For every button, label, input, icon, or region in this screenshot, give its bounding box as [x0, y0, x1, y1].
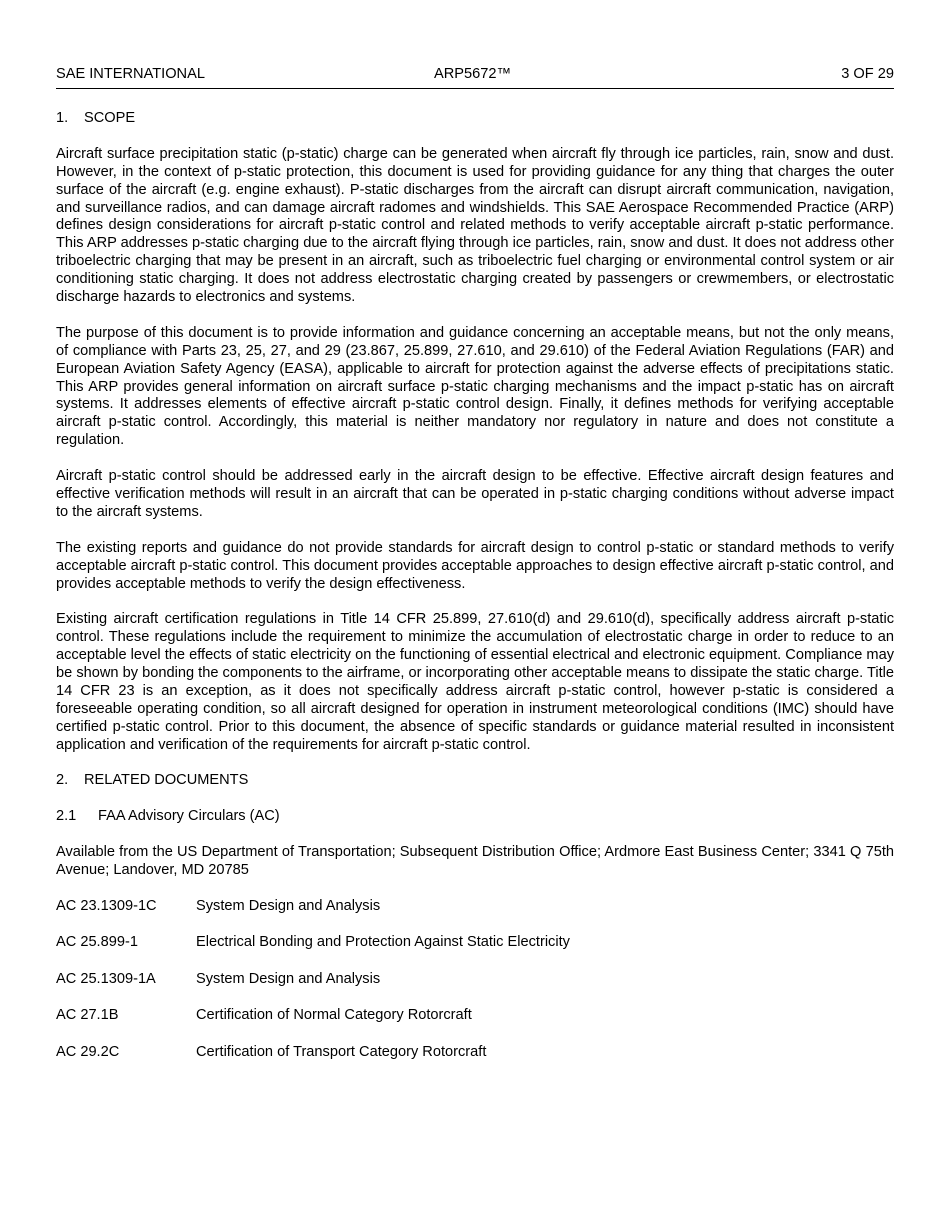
reference-item: AC 25.1309-1A System Design and Analysis: [56, 970, 381, 987]
reference-item: AC 25.899-1 Electrical Bonding and Protection Against Static Electricity: [56, 934, 570, 951]
section-1-heading: 1. SCOPE: [56, 110, 136, 126]
header-page-number: 3 OF 29: [841, 66, 894, 82]
scope-paragraph: The existing reports and guidance do not provide standards for aircraft design to control p-static or standard methods to verify acceptable aircraft p-static control. This document provides acceptable approaches to design effective aircraft p-static control, and provides acceptable methods to verify the design effectiveness.: [56, 539, 894, 592]
scope-paragraph: Aircraft surface precipitation static (p-static) charge can be generated when aircraft fly through ice particles, rain, snow and dust. However, in the context of p-static protection, this document is used for providing guidance for any thing that charges the outer surface of the aircraft (e.g. engine exhaust). P-static discharges from the aircraft can disrupt aircraft communication, navigation, and surveillance radios, and can damage aircraft radomes and windshields. This SAE Aerospace Recommended Practice (ARP) defines design considerations for aircraft p-static control and related methods to verify acceptable aircraft p-static performance. This ARP addresses p-static charging due to the aircraft flying through ice particles, rain, snow and dust. It does not address other triboelectric charging that may be present in an aircraft, such as triboelectric fuel charging or environmental control system or air conditioning static charging. It does not address electrostatic charging created by passengers or crewmembers, or electrostatic discharge hazards to electronics and systems.: [56, 145, 894, 306]
section-2-1-heading: 2.1 FAA Advisory Circulars (AC): [56, 808, 280, 825]
scope-paragraph: Existing aircraft certification regulations in Title 14 CFR 25.899, 27.610(d) and 29.610(d), specifically address aircraft p-static control. These regulations include the requirement to minimize the accumulation of electrostatic charge in order to reduce to an acceptable level the effects of static electricity on the functioning of essential electrical and electronic equipment. Compliance may be shown by bonding the components to the airframe, or incorporating other acceptable means to dissipate the static charge. Title 14 CFR 23 is an exception, as it does not specifically address aircraft p-static control, however p-static is considered a foreseeable operating condition, so all aircraft designed for operation in instrument meteorological conditions (IMC) should have certified p-static control. Prior to this document, the absence of specific standards or guidance material resulted in inconsistent application and verification of the requirements for aircraft p-static control.: [56, 611, 894, 753]
availability-paragraph: Available from the US Department of Transportation; Subsequent Distribution Office; Ardmore East Business Center; 3341 Q 75th Avenue; Landover, MD 20785: [56, 844, 894, 878]
document-body: [56, 110, 894, 1080]
page-header: [56, 66, 894, 89]
reference-item: AC 29.2C Certification of Transport Category Rotorcraft: [56, 1043, 487, 1060]
scope-paragraph: The purpose of this document is to provide information and guidance concerning an acceptable means, but not the only means, of compliance with Parts 23, 25, 27, and 29 (23.867, 25.899, 27.610, and 29.610) of the Federal Aviation Regulations (FAR) and European Aviation Safety Agency (EASA), applicable to aircraft for protection against the adverse effects of precipitations static. This ARP provides general information on aircraft surface p-static charging mechanisms and the impact p-static has on aircraft systems. It addresses elements of effective aircraft p-static control design. Finally, it defines methods for verifying acceptable aircraft p-static control. Accordingly, this material is neither mandatory nor regulatory in nature and does not constitute a regulation.: [56, 324, 894, 449]
section-2-heading: 2. RELATED DOCUMENTS: [56, 772, 249, 789]
header-doc-id: ARP5672™: [434, 66, 512, 82]
reference-item: AC 27.1B Certification of Normal Category Rotorcraft: [56, 1007, 472, 1024]
reference-item: AC 23.1309-1C System Design and Analysis: [56, 897, 381, 914]
header-org: SAE INTERNATIONAL: [56, 66, 205, 82]
scope-paragraph: Aircraft p-static control should be addressed early in the aircraft design to be effective. Effective aircraft design features and effective verification methods will result in an aircraft that can be operated in p-static charging conditions without adverse impact to the aircraft systems.: [56, 468, 894, 520]
